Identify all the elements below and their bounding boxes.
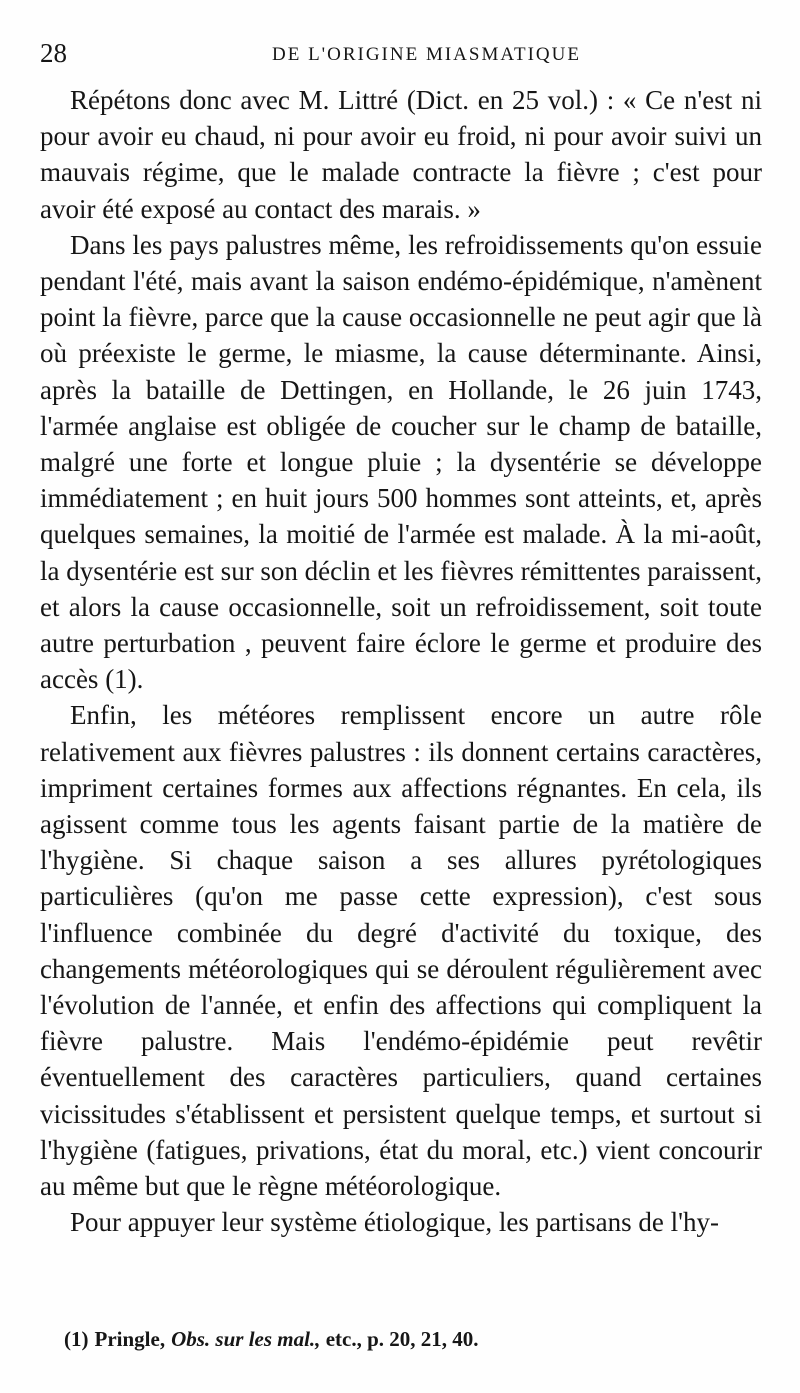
footnote-mark: (1) — [64, 1327, 89, 1351]
footnote-title: Obs. sur les mal., — [171, 1327, 321, 1351]
paragraph-1: Répétons donc avec M. Littré (Dict. en 25 vol.) : « Ce n'est ni pour avoir eu chaud, ni pour avoir eu froid, ni pour avoir suivi un mauvais régime, que le malade contracte la fièvre ; c'est pour avoir été exposé au contact des marais. » — [40, 85, 762, 224]
paragraph-3: Enfin, les météores remplissent encore un autre rôle relativement aux fièvres palustres : ils donnent certains caractères, impriment certaines formes aux affections régnantes. En cela, ils agissent comme tous les agents faisant partie de la matière de l'hygiène. Si chaque saison a ses allures pyrétologiques particulières (qu'on me passe cette expression), c'est sous l'influence combinée du degré d'activité du toxique, des changements météorologiques qui se déroulent régulièrement avec l'évolution de l'année, et enfin des affections qui compliquent la fièvre palustre. Mais l'endémo-épidémie peut revêtir éventuellement des caractères particuliers, quand certaines vicissitudes s'établissent et persistent quelque temps, et surtout si l'hygiène (fatigues, privations, état du moral, etc.) vient concourir au même but que le règne météorologique. — [40, 700, 762, 1202]
page-number: 28 — [40, 38, 67, 68]
body-text — [40, 82, 762, 1241]
footnote-author: Pringle, — [94, 1327, 166, 1351]
footnote-rest: etc., p. 20, 21, 40. — [320, 1327, 479, 1351]
paragraph-4: Pour appuyer leur système étiologique, les partisans de l'hy- — [70, 1207, 719, 1238]
running-title: DE L'ORIGINE MIASMATIQUE — [272, 44, 581, 65]
footnote — [64, 1325, 764, 1353]
paragraph-2: Dans les pays palustres même, les refroidissements qu'on essuie pendant l'été, mais avant la saison endémo-épidémique, n'amènent point la fièvre, parce que la cause occasionnelle ne peut agir que là où préexiste le germe, le miasme, la cause déterminante. Ainsi, après la bataille de Dettingen, en Hollande, le 26 juin 1743, l'armée anglaise est obligée de coucher sur le champ de bataille, malgré une forte et longue pluie ; la dysentérie se développe immédiatement ; en huit jours 500 hommes sont atteints, et, après quelques semaines, la moitié de l'armée est malade. À la mi-août, la dysentérie est sur son déclin et les fièvres rémittentes paraissent, et alors la cause occasionnelle, soit un refroidissement, soit toute autre perturbation , peuvent faire éclore le germe et produire des accès (1). — [40, 229, 763, 695]
page-header — [40, 38, 760, 68]
